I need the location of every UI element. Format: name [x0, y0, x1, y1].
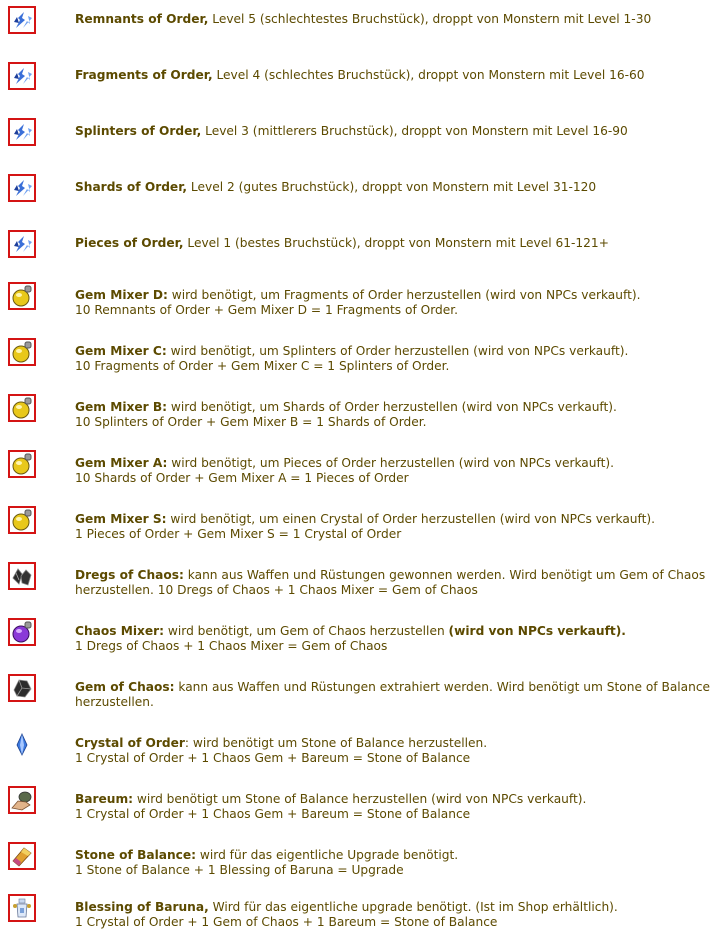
- item-desc: wird für das eigentliche Upgrade benötigt.: [196, 848, 459, 862]
- fragment-icon: [8, 174, 36, 202]
- item-name: Splinters of Order,: [75, 124, 202, 138]
- list-item: [0, 618, 720, 674]
- item-recipe: 1 Stone of Balance + 1 Blessing of Baruna = Upgrade: [75, 863, 404, 877]
- item-desc: wird benötigt, um Fragments of Order herzustellen (wird von NPCs verkauft).: [167, 288, 641, 302]
- item-name: Chaos Mixer:: [75, 624, 165, 638]
- item-recipe: 1 Crystal of Order + 1 Gem of Chaos + 1 Bareum = Stone of Balance: [75, 915, 498, 929]
- list-item: [0, 282, 720, 338]
- item-desc: wird benötigt, um Pieces of Order herzustellen (wird von NPCs verkauft).: [167, 456, 614, 470]
- item-recipe: 1 Dregs of Chaos + 1 Chaos Mixer = Gem of Chaos: [75, 639, 388, 653]
- item-name: Gem Mixer C:: [75, 344, 167, 358]
- item-desc: kann aus Waffen und Rüstungen gewonnen werden. Wird benötigt um Gem of Chaos herzustellen. 10 Dregs of Chaos + 1 Chaos Mixer = Gem of Chaos: [75, 568, 706, 597]
- item-name: Remnants of Order,: [75, 12, 209, 26]
- item-desc: wird benötigt, um Splinters of Order herzustellen (wird von NPCs verkauft).: [166, 344, 629, 358]
- list-item: [0, 450, 720, 506]
- item-name: Fragments of Order,: [75, 68, 213, 82]
- list-item: [0, 174, 720, 230]
- list-item: [0, 842, 720, 898]
- balance-stone-icon: [8, 842, 36, 870]
- item-name: Gem Mixer B:: [75, 400, 168, 414]
- item-name: Blessing of Baruna,: [75, 900, 209, 914]
- yellow-potion-icon: [8, 282, 36, 310]
- list-item: [0, 506, 720, 562]
- fragment-icon: [8, 118, 36, 146]
- yellow-potion-icon: [8, 394, 36, 422]
- purple-potion-icon: [8, 618, 36, 646]
- list-item: [0, 894, 720, 950]
- item-desc: wird benötigt, um Shards of Order herzustellen (wird von NPCs verkauft).: [167, 400, 617, 414]
- item-desc: : wird benötigt um Stone of Balance herzustellen.: [184, 736, 488, 750]
- item-desc: wird benötigt, um Gem of Chaos herzustellen: [164, 624, 449, 638]
- item-name: Gem Mixer D:: [75, 288, 168, 302]
- list-item: [0, 674, 720, 730]
- list-item: [0, 338, 720, 394]
- yellow-potion-icon: [8, 450, 36, 478]
- item-name: Shards of Order,: [75, 180, 188, 194]
- list-item: [0, 230, 720, 286]
- item-desc: Level 4 (schlechtes Bruchstück), droppt von Monstern mit Level 16-60: [212, 68, 645, 82]
- item-recipe: 1 Pieces of Order + Gem Mixer S = 1 Crystal of Order: [75, 527, 402, 541]
- item-desc: Level 1 (bestes Bruchstück), droppt von Monstern mit Level 61-121+: [183, 236, 609, 250]
- item-desc: Wird für das eigentliche upgrade benötigt. (Ist im Shop erhältlich).: [208, 900, 618, 914]
- item-recipe: 10 Fragments of Order + Gem Mixer C = 1 Splinters of Order.: [75, 359, 450, 373]
- item-name: Dregs of Chaos:: [75, 568, 184, 582]
- item-desc: Level 2 (gutes Bruchstück), droppt von Monstern mit Level 31-120: [187, 180, 597, 194]
- item-recipe: 1 Crystal of Order + 1 Chaos Gem + Bareum = Stone of Balance: [75, 751, 471, 765]
- item-desc: wird benötigt, um einen Crystal of Order herzustellen (wird von NPCs verkauft).: [166, 512, 656, 526]
- blessing-icon: [8, 894, 36, 922]
- item-desc: wird benötigt um Stone of Balance herzustellen (wird von NPCs verkauft).: [133, 792, 587, 806]
- list-item: [0, 562, 720, 618]
- item-name: Bareum:: [75, 792, 134, 806]
- item-desc: kann aus Waffen und Rüstungen extrahiert werden. Wird benötigt um Stone of Balance herzustellen.: [75, 680, 711, 709]
- item-desc: Level 5 (schlechtestes Bruchstück), droppt von Monstern mit Level 1-30: [208, 12, 652, 26]
- list-item: [0, 394, 720, 450]
- blue-crystal-icon: [8, 730, 36, 758]
- item-name: Stone of Balance:: [75, 848, 197, 862]
- fragment-icon: [8, 6, 36, 34]
- item-name: Gem of Chaos:: [75, 680, 175, 694]
- item-name: Crystal of Order: [75, 736, 185, 750]
- item-recipe: 10 Remnants of Order + Gem Mixer D = 1 Fragments of Order.: [75, 303, 459, 317]
- fragment-icon: [8, 230, 36, 258]
- list-item: [0, 786, 720, 842]
- yellow-potion-icon: [8, 506, 36, 534]
- list-item: [0, 118, 720, 174]
- item-desc: Level 3 (mittlerers Bruchstück), droppt von Monstern mit Level 16-90: [201, 124, 628, 138]
- dark-gem-icon: [8, 674, 36, 702]
- list-item: [0, 62, 720, 118]
- dark-stones-icon: [8, 562, 36, 590]
- item-name: Gem Mixer A:: [75, 456, 168, 470]
- list-item: [0, 730, 720, 786]
- list-item: [0, 6, 720, 62]
- yellow-potion-icon: [8, 338, 36, 366]
- hand-icon: [8, 786, 36, 814]
- item-recipe: 1 Crystal of Order + 1 Chaos Gem + Bareum = Stone of Balance: [75, 807, 471, 821]
- item-name: Pieces of Order,: [75, 236, 184, 250]
- item-recipe: 10 Shards of Order + Gem Mixer A = 1 Pieces of Order: [75, 471, 409, 485]
- item-name: Gem Mixer S:: [75, 512, 167, 526]
- item-desc-bold: (wird von NPCs verkauft).: [448, 624, 626, 638]
- item-recipe: 10 Splinters of Order + Gem Mixer B = 1 Shards of Order.: [75, 415, 427, 429]
- fragment-icon: [8, 62, 36, 90]
